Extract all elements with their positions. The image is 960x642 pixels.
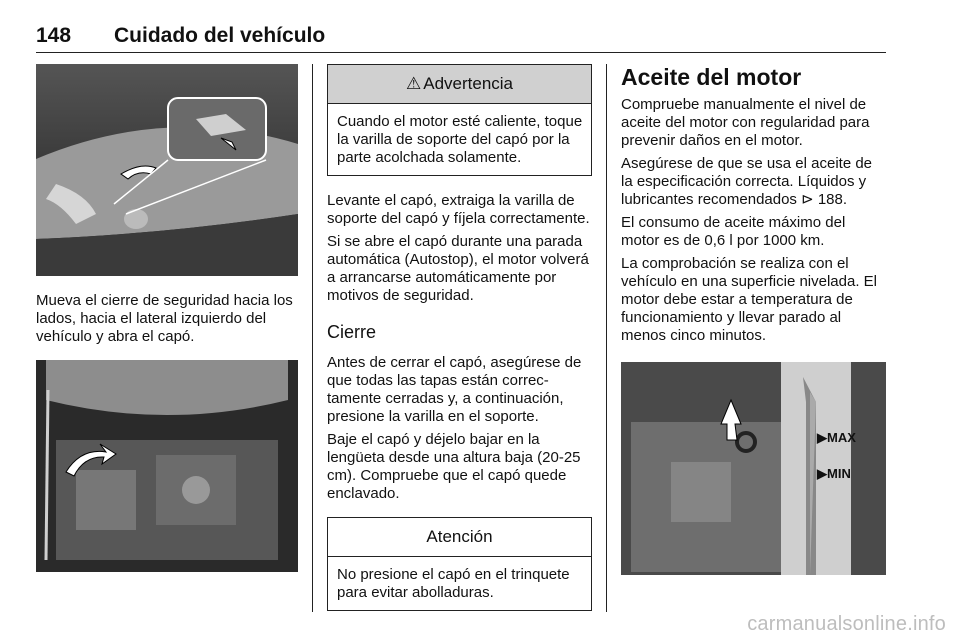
middle-column bbox=[327, 64, 592, 611]
paragraph: Baje el capó y déjelo bajar en la lengüeta desde una altura baja (20-25 cm). Compruebe que el capó quede enclavado. bbox=[327, 431, 581, 502]
watermark: carmanualsonline.info bbox=[747, 613, 946, 635]
caution-title: Atención bbox=[426, 527, 493, 546]
page-header bbox=[36, 24, 886, 54]
warning-title: Advertencia bbox=[423, 74, 514, 93]
paragraph: Asegúrese de que se usa el aceite de la especificación correcta. Líquidos y lubricantes recomendados ⊳ 188. bbox=[621, 155, 873, 208]
warning-header bbox=[328, 65, 591, 104]
warning-icon: ⚠ bbox=[405, 74, 422, 93]
section-title: Aceite del motor bbox=[621, 64, 802, 90]
paragraph: Si se abre el capó durante una parada automática (Autostop), el motor volverá a arrancarse automáticamente por motivos de seguridad. bbox=[327, 233, 589, 304]
column-divider bbox=[312, 64, 313, 612]
dipstick-min-label: ▶MIN bbox=[817, 466, 851, 481]
paragraph: La comprobación se realiza con el vehículo en una superficie nivelada. El motor debe estar a temperatura de funcionamiento y llevar parado al menos cinco minutos. bbox=[621, 255, 877, 344]
paragraph: Compruebe manualmente el nivel de aceite del motor con regularidad para prevenir daños en el motor. bbox=[621, 96, 870, 149]
page-number: 148 bbox=[36, 24, 72, 47]
column-divider bbox=[606, 64, 607, 612]
right-column bbox=[621, 64, 886, 575]
left-column bbox=[36, 64, 298, 572]
caution-box bbox=[327, 517, 592, 611]
running-title: Cuidado del vehículo bbox=[114, 24, 326, 47]
engine-bay-prop-rod-photo bbox=[36, 360, 298, 572]
dipstick-photo bbox=[621, 362, 886, 575]
caution-text: No presione el capó en el trinquete para evitar abolladuras. bbox=[337, 566, 570, 601]
hood-latch-photo bbox=[36, 64, 298, 276]
warning-box bbox=[327, 64, 592, 176]
paragraph: Levante el capó, extraiga la varilla de soporte del capó y fíjela correctamente. bbox=[327, 192, 590, 227]
paragraph: Antes de cerrar el capó, asegúrese de que todas las tapas están correctamente cerradas y, a continuación, presione la varilla en el soporte. bbox=[327, 354, 582, 425]
subheading-cierre: Cierre bbox=[327, 322, 377, 342]
warning-text: Cuando el motor esté caliente, toque la varilla de soporte del capó por la parte acolchada solamente. bbox=[337, 113, 583, 166]
caption-open-hood: Mueva el cierre de seguridad hacia los lados, hacia el lateral izquierdo del vehículo y abra el capó. bbox=[36, 292, 293, 345]
header-rule bbox=[36, 52, 886, 53]
caution-header bbox=[328, 518, 591, 557]
paragraph: El consumo de aceite máximo del motor es de 0,6 l por 1000 km. bbox=[621, 214, 846, 249]
dipstick-max-label: ▶MAX bbox=[817, 430, 856, 445]
